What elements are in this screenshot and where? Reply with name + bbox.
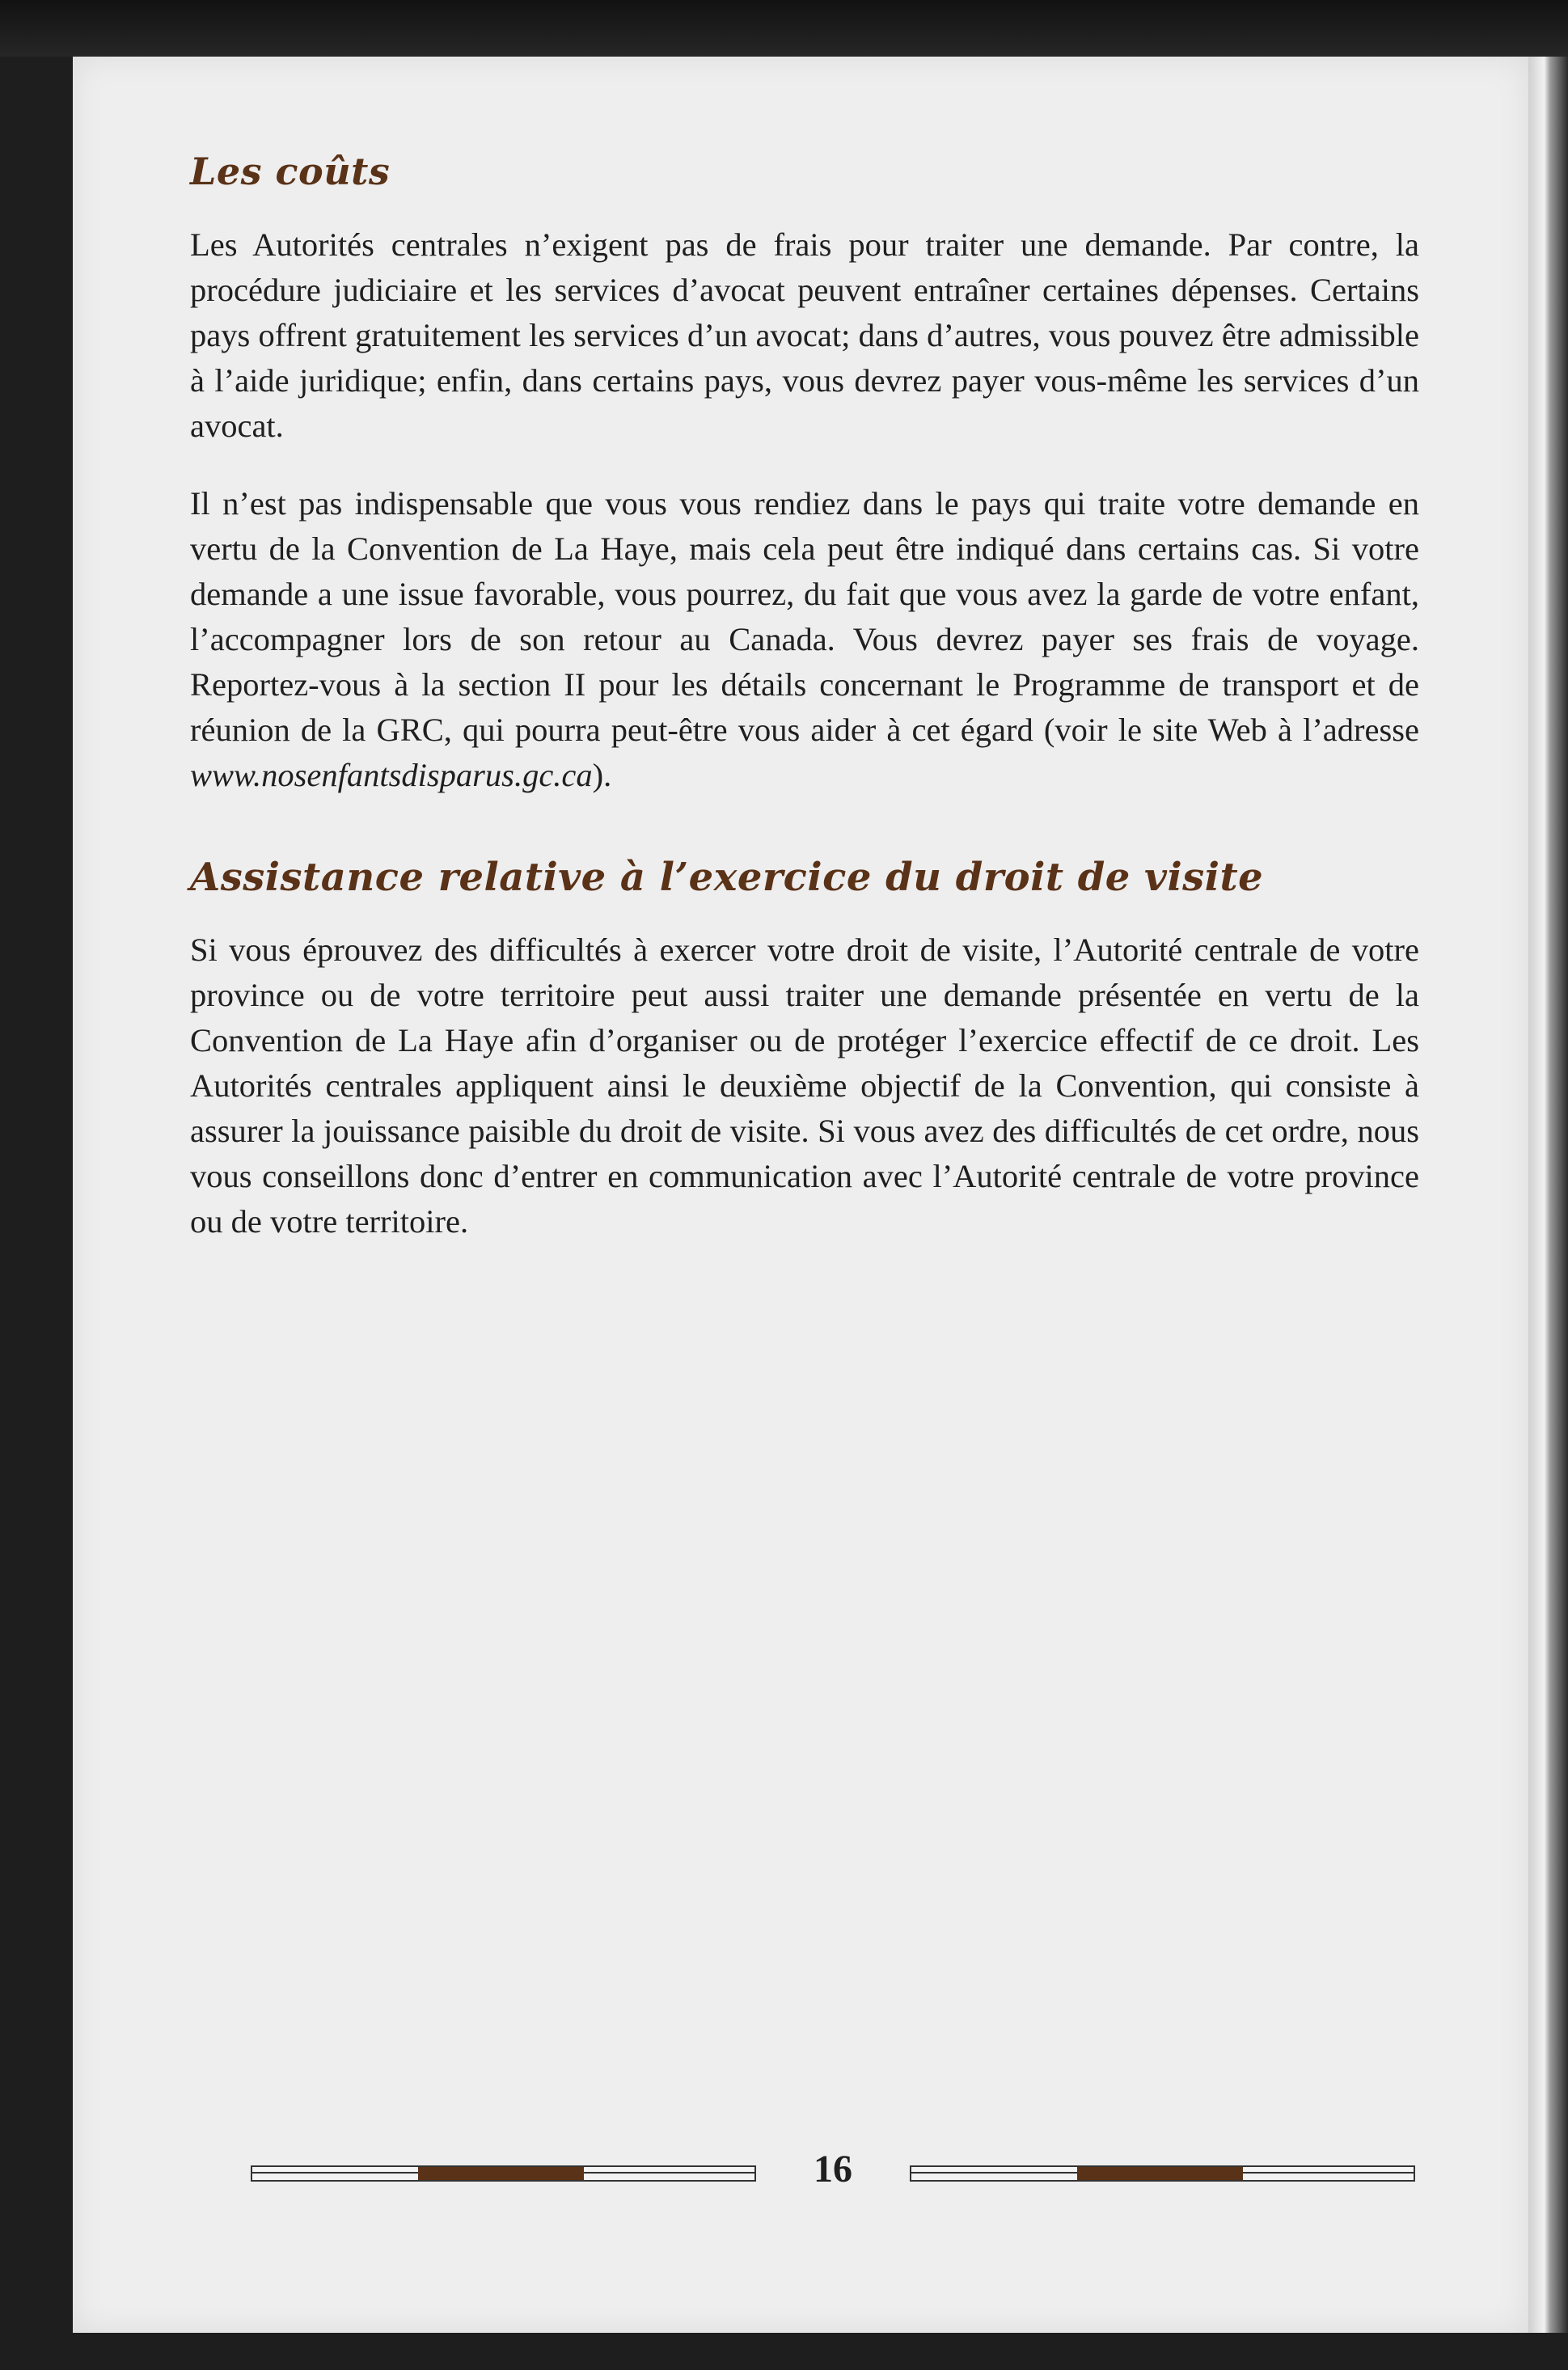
footer-rule-left: [251, 2165, 756, 2182]
paragraph-costs-2-text: Il n’est pas indispensable que vous vous rendiez dans le pays qui traite votre demande en vertu de la Convention de La Haye, mais cela peut être indiqué dans certains cas. Si votre demande a une issue favorable, vous pourrez, du fait que vous avez la garde de votre enfant, l’accompagner lors de son retour au Canada. Vous devrez payer ses frais de voyage. Reportez-vous à la section II pour les détails concernant le Programme de transport et de réunion de la GRC, qui pourra peut-être vous aider à cet égard (voir le site Web à l’adresse: [190, 485, 1419, 748]
rule-accent: [418, 2167, 584, 2180]
page-content: [190, 150, 1419, 1277]
heading-costs: Les coûts: [190, 150, 391, 193]
photo-backdrop: [0, 0, 1568, 57]
paragraph-access: Si vous éprouvez des difficultés à exercer votre droit de visite, l’Autorité centrale de votre province ou de votre territoire peut aussi traiter une demande présentée en vertu de la Convention de La Haye afin d’organiser ou de protéger l’exercice effectif de ce droit. Les Autorités centrales appliquent ainsi le deuxième objectif de la Convention, qui consiste à assurer la jouissance paisible du droit de visite. Si vous avez des difficultés de cet ordre, nous vous conseillons donc d’entrer en communication avec l’Autorité centrale de votre province ou de votre territoire.: [190, 932, 1419, 1240]
book-spine-edge: [1528, 57, 1568, 2333]
paragraph-costs-2: [190, 481, 1419, 798]
rule-accent: [1077, 2167, 1243, 2180]
paragraph-costs-2-end: ).: [592, 757, 612, 793]
footer-rule-right: [910, 2165, 1415, 2182]
page-number: 16: [814, 2148, 852, 2190]
heading-access-assistance: Assistance relative à l’exercice du droit de visite: [190, 855, 1264, 900]
website-url: www.nosenfantsdisparus.gc.ca: [190, 757, 593, 793]
page-footer: [251, 2147, 1407, 2195]
paragraph-costs-1: Les Autorités centrales n’exigent pas de frais pour traiter une demande. Par contre, la procédure judiciaire et les services d’avocat peuvent entraîner certaines dépenses. Certains pays offrent gratuitement les services d’un avocat; dans d’autres, vous pouvez être admissible à l’aide juridique; enfin, dans certains pays, vous devrez payer vous-même les services d’un avocat.: [190, 226, 1419, 444]
